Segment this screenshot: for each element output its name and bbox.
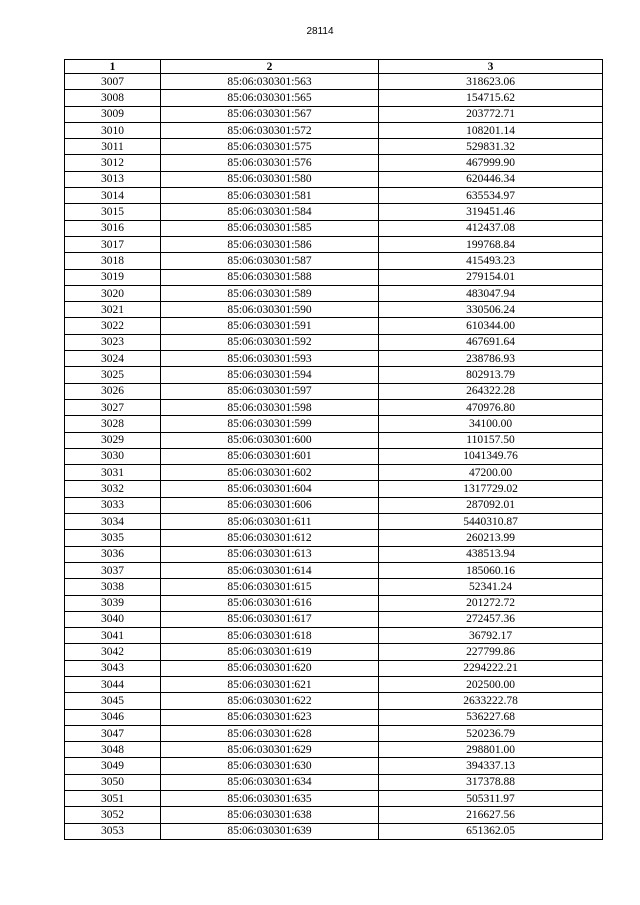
- row-number-cell: 3014: [65, 188, 161, 204]
- table-row: [65, 285, 603, 301]
- cadastral-number-cell: 85:06:030301:621: [161, 676, 379, 692]
- value-cell: 467999.90: [379, 155, 603, 171]
- table-row: [65, 709, 603, 725]
- row-number-cell: 3045: [65, 693, 161, 709]
- cadastral-number-cell: 85:06:030301:588: [161, 269, 379, 285]
- table-row: [65, 122, 603, 138]
- cadastral-number-cell: 85:06:030301:628: [161, 725, 379, 741]
- row-number-cell: 3022: [65, 318, 161, 334]
- table-row: [65, 807, 603, 823]
- row-number-cell: 3016: [65, 220, 161, 236]
- table-row: [65, 628, 603, 644]
- value-cell: 108201.14: [379, 122, 603, 138]
- row-number-cell: 3009: [65, 106, 161, 122]
- cadastral-number-cell: 85:06:030301:635: [161, 791, 379, 807]
- cadastral-number-cell: 85:06:030301:614: [161, 562, 379, 578]
- row-number-cell: 3049: [65, 758, 161, 774]
- cadastral-number-cell: 85:06:030301:576: [161, 155, 379, 171]
- value-cell: 287092.01: [379, 497, 603, 513]
- row-number-cell: 3042: [65, 644, 161, 660]
- value-cell: 154715.62: [379, 90, 603, 106]
- table-row: [65, 236, 603, 252]
- row-number-cell: 3051: [65, 791, 161, 807]
- row-number-cell: 3025: [65, 367, 161, 383]
- table-row: [65, 269, 603, 285]
- value-cell: 36792.17: [379, 628, 603, 644]
- row-number-cell: 3040: [65, 611, 161, 627]
- table-row: [65, 302, 603, 318]
- cadastral-number-cell: 85:06:030301:616: [161, 595, 379, 611]
- table-row: [65, 693, 603, 709]
- cadastral-number-cell: 85:06:030301:620: [161, 660, 379, 676]
- cadastral-number-cell: 85:06:030301:601: [161, 448, 379, 464]
- table-row: [65, 188, 603, 204]
- row-number-cell: 3035: [65, 530, 161, 546]
- table-row: [65, 432, 603, 448]
- table-row: [65, 318, 603, 334]
- value-cell: 483047.94: [379, 285, 603, 301]
- value-cell: 199768.84: [379, 236, 603, 252]
- row-number-cell: 3052: [65, 807, 161, 823]
- table-row: [65, 823, 603, 839]
- table-row: [65, 481, 603, 497]
- row-number-cell: 3011: [65, 139, 161, 155]
- value-cell: 470976.80: [379, 399, 603, 415]
- row-number-cell: 3032: [65, 481, 161, 497]
- cadastral-number-cell: 85:06:030301:581: [161, 188, 379, 204]
- data-table: [64, 59, 603, 840]
- row-number-cell: 3053: [65, 823, 161, 839]
- cadastral-number-cell: 85:06:030301:575: [161, 139, 379, 155]
- cadastral-number-cell: 85:06:030301:623: [161, 709, 379, 725]
- cadastral-number-cell: 85:06:030301:600: [161, 432, 379, 448]
- row-number-cell: 3024: [65, 351, 161, 367]
- value-cell: 272457.36: [379, 611, 603, 627]
- cadastral-number-cell: 85:06:030301:593: [161, 351, 379, 367]
- cadastral-number-cell: 85:06:030301:602: [161, 465, 379, 481]
- value-cell: 505311.97: [379, 791, 603, 807]
- row-number-cell: 3038: [65, 579, 161, 595]
- cadastral-number-cell: 85:06:030301:592: [161, 334, 379, 350]
- table-row: [65, 595, 603, 611]
- row-number-cell: 3048: [65, 742, 161, 758]
- cadastral-number-cell: 85:06:030301:639: [161, 823, 379, 839]
- row-number-cell: 3020: [65, 285, 161, 301]
- value-cell: 298801.00: [379, 742, 603, 758]
- cadastral-number-cell: 85:06:030301:597: [161, 383, 379, 399]
- value-cell: 317378.88: [379, 774, 603, 790]
- table-row: [65, 546, 603, 562]
- value-cell: 203772.71: [379, 106, 603, 122]
- cadastral-number-cell: 85:06:030301:615: [161, 579, 379, 595]
- row-number-cell: 3041: [65, 628, 161, 644]
- value-cell: 529831.32: [379, 139, 603, 155]
- row-number-cell: 3043: [65, 660, 161, 676]
- cadastral-number-cell: 85:06:030301:590: [161, 302, 379, 318]
- table-row: [65, 334, 603, 350]
- row-number-cell: 3029: [65, 432, 161, 448]
- cadastral-number-cell: 85:06:030301:604: [161, 481, 379, 497]
- row-number-cell: 3034: [65, 514, 161, 530]
- column-header-3: 3: [379, 60, 603, 74]
- table-row: [65, 416, 603, 432]
- table-row: [65, 758, 603, 774]
- row-number-cell: 3044: [65, 676, 161, 692]
- cadastral-number-cell: 85:06:030301:563: [161, 74, 379, 90]
- table-row: [65, 742, 603, 758]
- table-row: [65, 465, 603, 481]
- value-cell: 635534.97: [379, 188, 603, 204]
- table-row: [65, 351, 603, 367]
- table-row: [65, 562, 603, 578]
- value-cell: 34100.00: [379, 416, 603, 432]
- table-row: [65, 611, 603, 627]
- table-row: [65, 579, 603, 595]
- value-cell: 330506.24: [379, 302, 603, 318]
- row-number-cell: 3047: [65, 725, 161, 741]
- value-cell: 52341.24: [379, 579, 603, 595]
- value-cell: 2294222.21: [379, 660, 603, 676]
- row-number-cell: 3023: [65, 334, 161, 350]
- row-number-cell: 3017: [65, 236, 161, 252]
- value-cell: 216627.56: [379, 807, 603, 823]
- value-cell: 415493.23: [379, 253, 603, 269]
- value-cell: 185060.16: [379, 562, 603, 578]
- table-row: [65, 399, 603, 415]
- row-number-cell: 3015: [65, 204, 161, 220]
- row-number-cell: 3039: [65, 595, 161, 611]
- row-number-cell: 3031: [65, 465, 161, 481]
- row-number-cell: 3007: [65, 74, 161, 90]
- value-cell: 201272.72: [379, 595, 603, 611]
- table-row: [65, 791, 603, 807]
- row-number-cell: 3030: [65, 448, 161, 464]
- value-cell: 620446.34: [379, 171, 603, 187]
- row-number-cell: 3012: [65, 155, 161, 171]
- cadastral-number-cell: 85:06:030301:622: [161, 693, 379, 709]
- row-number-cell: 3010: [65, 122, 161, 138]
- row-number-cell: 3037: [65, 562, 161, 578]
- cadastral-number-cell: 85:06:030301:591: [161, 318, 379, 334]
- value-cell: 202500.00: [379, 676, 603, 692]
- cadastral-number-cell: 85:06:030301:580: [161, 171, 379, 187]
- value-cell: 264322.28: [379, 383, 603, 399]
- value-cell: 319451.46: [379, 204, 603, 220]
- table-row: [65, 74, 603, 90]
- table-row: [65, 383, 603, 399]
- table-row: [65, 367, 603, 383]
- cadastral-number-cell: 85:06:030301:594: [161, 367, 379, 383]
- row-number-cell: 3021: [65, 302, 161, 318]
- value-cell: 651362.05: [379, 823, 603, 839]
- page-number: 28114: [306, 26, 334, 37]
- value-cell: 536227.68: [379, 709, 603, 725]
- value-cell: 227799.86: [379, 644, 603, 660]
- cadastral-number-cell: 85:06:030301:611: [161, 514, 379, 530]
- cadastral-number-cell: 85:06:030301:567: [161, 106, 379, 122]
- value-cell: 318623.06: [379, 74, 603, 90]
- cadastral-number-cell: 85:06:030301:589: [161, 285, 379, 301]
- value-cell: 279154.01: [379, 269, 603, 285]
- cadastral-number-cell: 85:06:030301:587: [161, 253, 379, 269]
- value-cell: 520236.79: [379, 725, 603, 741]
- row-number-cell: 3026: [65, 383, 161, 399]
- row-number-cell: 3027: [65, 399, 161, 415]
- row-number-cell: 3008: [65, 90, 161, 106]
- column-header-1: 1: [65, 60, 161, 74]
- row-number-cell: 3013: [65, 171, 161, 187]
- row-number-cell: 3019: [65, 269, 161, 285]
- cadastral-number-cell: 85:06:030301:572: [161, 122, 379, 138]
- cadastral-number-cell: 85:06:030301:613: [161, 546, 379, 562]
- table-row: [65, 171, 603, 187]
- table-body: [65, 74, 603, 840]
- cadastral-number-cell: 85:06:030301:618: [161, 628, 379, 644]
- table-row: [65, 253, 603, 269]
- cadastral-number-cell: 85:06:030301:585: [161, 220, 379, 236]
- cadastral-number-cell: 85:06:030301:634: [161, 774, 379, 790]
- table-row: [65, 725, 603, 741]
- table-row: [65, 514, 603, 530]
- cadastral-number-cell: 85:06:030301:619: [161, 644, 379, 660]
- table-row: [65, 676, 603, 692]
- row-number-cell: 3028: [65, 416, 161, 432]
- row-number-cell: 3046: [65, 709, 161, 725]
- cadastral-number-cell: 85:06:030301:629: [161, 742, 379, 758]
- value-cell: 1317729.02: [379, 481, 603, 497]
- cadastral-number-cell: 85:06:030301:612: [161, 530, 379, 546]
- cadastral-number-cell: 85:06:030301:565: [161, 90, 379, 106]
- value-cell: 1041349.76: [379, 448, 603, 464]
- table-header-row: [65, 60, 603, 74]
- row-number-cell: 3033: [65, 497, 161, 513]
- table-row: [65, 106, 603, 122]
- table-row: [65, 530, 603, 546]
- table-row: [65, 497, 603, 513]
- table-row: [65, 220, 603, 236]
- row-number-cell: 3036: [65, 546, 161, 562]
- value-cell: 238786.93: [379, 351, 603, 367]
- value-cell: 412437.08: [379, 220, 603, 236]
- cadastral-number-cell: 85:06:030301:638: [161, 807, 379, 823]
- table-row: [65, 155, 603, 171]
- table-row: [65, 774, 603, 790]
- row-number-cell: 3018: [65, 253, 161, 269]
- table-row: [65, 90, 603, 106]
- cadastral-number-cell: 85:06:030301:606: [161, 497, 379, 513]
- cadastral-number-cell: 85:06:030301:584: [161, 204, 379, 220]
- row-number-cell: 3050: [65, 774, 161, 790]
- table-row: [65, 660, 603, 676]
- table-row: [65, 204, 603, 220]
- value-cell: 802913.79: [379, 367, 603, 383]
- value-cell: 47200.00: [379, 465, 603, 481]
- value-cell: 110157.50: [379, 432, 603, 448]
- value-cell: 610344.00: [379, 318, 603, 334]
- cadastral-number-cell: 85:06:030301:598: [161, 399, 379, 415]
- value-cell: 260213.99: [379, 530, 603, 546]
- value-cell: 5440310.87: [379, 514, 603, 530]
- column-header-2: 2: [161, 60, 379, 74]
- value-cell: 2633222.78: [379, 693, 603, 709]
- value-cell: 467691.64: [379, 334, 603, 350]
- cadastral-number-cell: 85:06:030301:630: [161, 758, 379, 774]
- cadastral-number-cell: 85:06:030301:617: [161, 611, 379, 627]
- table-row: [65, 448, 603, 464]
- value-cell: 394337.13: [379, 758, 603, 774]
- table-row: [65, 644, 603, 660]
- table-row: [65, 139, 603, 155]
- value-cell: 438513.94: [379, 546, 603, 562]
- cadastral-number-cell: 85:06:030301:599: [161, 416, 379, 432]
- cadastral-number-cell: 85:06:030301:586: [161, 236, 379, 252]
